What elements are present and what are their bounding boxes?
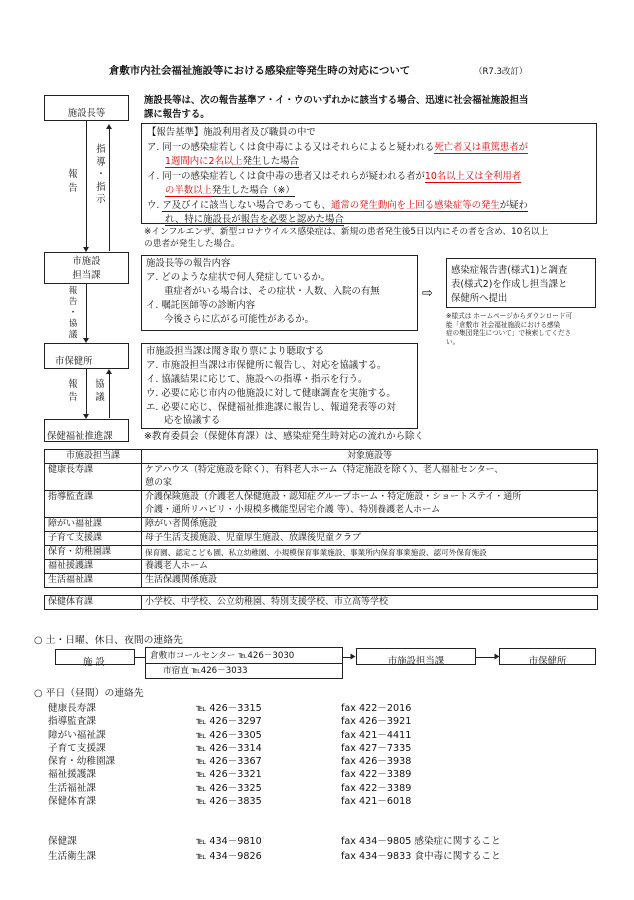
- weekday-heading: ○ 平日（昼間）の連絡先: [34, 688, 144, 699]
- flow-head-box: 施設長等: [44, 95, 129, 121]
- page-title: 倉敷市内社会福祉施設等における感染症等発生時の対応について: [109, 65, 411, 77]
- city-division-box: 市施設 担当課: [44, 252, 129, 284]
- submit-report-box: 感染症報告書(様式1)と調査 表(様式2)を作成し担当課と 保健所へ提出: [446, 258, 596, 308]
- education-note: ※教育委員会（保健体育課）は、感染症発生時対応の流れから除く: [144, 431, 424, 442]
- table-row: 子育て支援課 母子生活支援施設、児童厚生施設、放課後児童クラブ: [45, 532, 598, 546]
- download-note: ※様式は ホームページからダウンロード可 能「倉敷市 社会福祉施設における感染 症の集団発生について」で検索してくださ い。: [446, 312, 573, 346]
- report-label: 報 告: [68, 169, 78, 194]
- holiday-health-center-box: 市保健所: [499, 648, 596, 665]
- holiday-heading: ○ 土・日曜、休日、夜間の連絡先: [34, 635, 183, 646]
- consult-label: 協 議: [95, 379, 105, 403]
- report-criteria-box: 【報告基準】施設利用者及び職員の中で ア. 同一の感染症若しくは食中毒による又はそれらによると疑われる死亡者又は重篤患者が 1週間内に2名以上発生した場合 イ. 同一の感染症若しくは食中毒の患者又はそれらが疑われる者が10名以上又は全利用者 の半数以上発生した場合（※） ウ. ア及びイに該当しない場合であっても、通常の発生動向を上回る感染症等の発生が疑わ れ、特に施設長が報告を必要と認めた場合: [141, 123, 597, 224]
- hearing-procedure-box: 市施設担当課は聞き取り票により聴取する ア. 市施設担当課は市保健所に報告し、対応を協議する。 イ. 協議結果に応じて、施設への指導・指示を行う。 ウ. 必要に応じ市内の他施設に対して健康調査を実施する。 エ. 必要に応じ、保健福祉推進課に報告し、報道発表等の対 応を協議する: [141, 343, 418, 429]
- weekday-tel-list: ℡ 426－3315 ℡ 426－3297 ℡ 426－3305 ℡ 426－3314 ℡ 426－3367 ℡ 426－3321 ℡ 426－3325 ℡ 426－3835: [196, 703, 262, 808]
- weekday-fax-list: fax 422－2016 fax 426－3921 fax 421－4411 fax 427－7335 fax 426－3938 fax 422－3389 fax 422－3389 fax 421－6018: [341, 703, 412, 808]
- report2-label: 報 告: [68, 379, 78, 403]
- health-tel-list: ℡ 434－9810 ℡ 434－9826: [196, 836, 262, 862]
- health-center-box: 市保健所: [44, 343, 129, 369]
- facility-table: [44, 449, 598, 610]
- submit-arrow-icon: ⇨: [422, 286, 433, 301]
- table-row: 健康長寿課 ケアハウス（特定施設を除く）、有料老人ホーム（特定施設を除く）、老人福祉センター、 憩の家: [45, 464, 598, 491]
- report-consult-label: 報 告 ・ 協 議: [68, 286, 78, 340]
- table-row: 障がい福祉課 障がい者関係施設: [45, 518, 598, 532]
- weekday-list: 健康長寿課 指導監査課 障がい福祉課 子育て支援課 保育・幼稚園課 福祉援護課 生活福祉課 保健体育課: [48, 703, 116, 808]
- table-row: 生活福祉課 生活保護関係施設: [45, 574, 598, 588]
- health-fax-list: fax 434－9805 感染症に関すること fax 434－9833 食中毒に関すること: [341, 836, 501, 862]
- report-contents-box: 施設長等の報告内容 ア. どのような症状で何人発症しているか。 重症者がいる場合は、その症状・人数、入院の有無 イ. 嘱託医師等の診断内容 今後さらに広がる可能性があるか。: [141, 255, 418, 331]
- influenza-note: ※インフルエンザ、新型コロナウイルス感染症は、新規の患者発生後5日以内にその者を含め、10名以上 の患者が発生した場合。: [144, 227, 549, 249]
- table-row: 指導監査課 介護保険施設（介護老人保健施設・認知症グループホーム・特定施設・ショートステイ・通所 介護・通所リハビリ・小規模多機能型居宅介護 等）、特別養護老人ホーム: [45, 491, 598, 518]
- holiday-facility-box: 施 設: [55, 649, 135, 665]
- call-center-box: 倉敷市コールセンター ℡426－3030 市宿直 ℡426－3033: [145, 647, 343, 679]
- health-contact-list: 保健課 生活衛生課: [48, 836, 96, 862]
- table-row-education: 保健体育課 小学校、中学校、公立幼稚園、特別支援学校、市立高等学校: [45, 596, 598, 610]
- holiday-division-box: 市施設担当課: [356, 648, 476, 665]
- revision-label: （R7.3改訂）: [474, 67, 528, 77]
- table-row: 福祉援護課 養護老人ホーム: [45, 560, 598, 574]
- intro-text: 施設長等は、次の報告基準ア・イ・ウのいずれかに該当する場合、迅速に社会福祉施設担当 課に報告する。: [144, 95, 529, 120]
- table-row: 保育・幼稚園課 保育園、認定こども園、私立幼稚園、小規模保育事業施設、事業所内保育事業施設、認可外保育施設: [45, 546, 598, 560]
- instruct-label: 指 導 ・ 指 示: [96, 144, 106, 205]
- welfare-promotion-box: 保健福祉推進課: [44, 419, 129, 442]
- table-header-row: 市施設担当課 対象施設等: [45, 450, 598, 464]
